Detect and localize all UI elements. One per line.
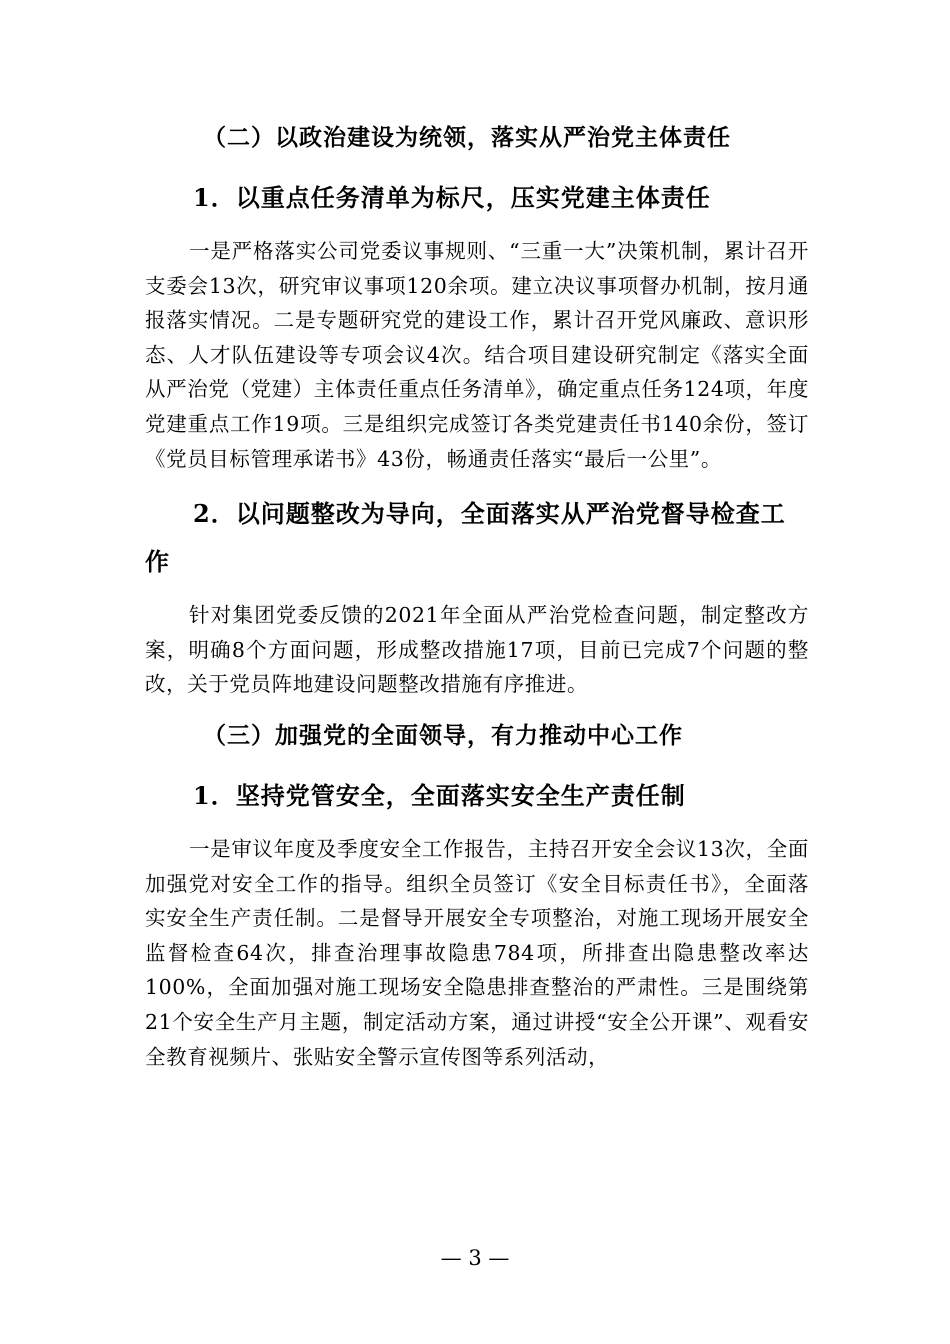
subsection-title-3-1: 1．坚持党管安全，全面落实安全生产责任制 bbox=[193, 780, 686, 810]
section-heading-3: （三）加强党的全面领导，有力推动中心工作 bbox=[203, 721, 683, 749]
page-number: — 3 — bbox=[440, 1246, 510, 1270]
subsection-title-2-1: 1．以重点任务清单为标尺，压实党建主体责任 bbox=[193, 183, 711, 212]
paragraph-3-1: 一是审议年度及季度安全工作报告，主持召开安全会议13次，全面加强党对安全工作的指导。组织全员签订《安全目标责任书》，全面落实安全生产责任制。二是督导开展安全专项整治，对施工现场开展安全监督检查64次，排查治理事故隐患784项，所排查出隐患整改率达100%，全面加强对施工现场安全隐患排查整治的严肃性。三是围绕第21个安全生产月主题，制定活动方案，通过讲授“安全公开课”、观看安全教育视频片、张贴安全警示宣传图等系列活动， bbox=[145, 836, 809, 1069]
document-page bbox=[145, 118, 809, 1074]
paragraph-2-1: 一是严格落实公司党委议事规则、“三重一大”决策机制，累计召开支委会13次，研究审议事项120余项。建立决议事项督办机制，按月通报落实情况。二是专题研究党的建设工作，累计召开党风廉政、意识形态、人才队伍建设等专项会议4次。结合项目建设研究制定《落实全面从严治党（党建）主体责任重点任务清单》，确定重点任务124项，年度党建重点工作19项。三是组织完成签订各类党建责任书140余份，签订《党员目标管理承诺书》43份，畅通责任落实“最后一公里”。 bbox=[145, 239, 809, 471]
subsection-title-2-2: 2．以问题整改为导向，全面落实从严治党督导检查工作 bbox=[145, 499, 786, 577]
section-heading-2: （二）以政治建设为统领，落实从严治党主体责任 bbox=[203, 124, 731, 151]
paragraph-2-2: 针对集团党委反馈的2021年全面从严治党检查问题，制定整改方案，明确8个方面问题，形成整改措施17项，目前已完成7个问题的整改，关于党员阵地建设问题整改措施有序推进。 bbox=[145, 603, 809, 697]
